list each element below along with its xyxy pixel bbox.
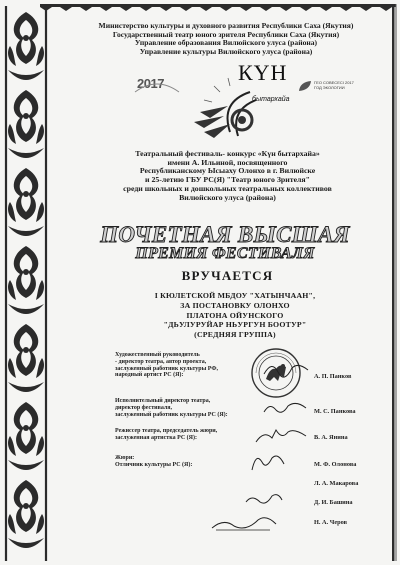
role-line: народный артист РС (Я): [115, 372, 184, 379]
ornament-right-border [390, 4, 398, 561]
recipient-line: (СРЕДНЯЯ ГРУППА) [194, 330, 276, 340]
recipient-block [110, 291, 360, 340]
signatory-role-2 [115, 398, 228, 418]
festival-line: Вилюйского улуса (района) [179, 192, 276, 202]
issuer-line: Управление культуры Вилюйского улуса (района) [139, 46, 313, 56]
role-line: Отличник культуры РС (Я): [115, 461, 193, 468]
signature-scribble-6 [210, 510, 280, 534]
year-2017-logo: 2017 [137, 76, 164, 91]
role-line: - директор театра, автор проекта, [115, 358, 207, 365]
leaf-icon [298, 80, 312, 92]
festival-sub-logo-text: бытархайа [252, 96, 290, 103]
role-line: Исполнительный директор театра, [115, 398, 211, 404]
jury-name-4: Н. А. Черов [314, 519, 348, 526]
role-line: заслуженный работник культуры РС (Я): [115, 411, 228, 418]
ornament-left-border [2, 6, 52, 561]
signature-scribble-5 [244, 490, 284, 508]
festival-name-logo-text: КҮН [238, 60, 288, 85]
festival-line: Театральный фестиваль- конкурс «Күн бытархайа» [135, 149, 320, 158]
awarded-to-heading: ВРУЧАЕТСЯ [181, 268, 274, 283]
festival-description [90, 150, 365, 202]
issuers-header [96, 22, 356, 56]
ecology-logo-subtext: ГОД ЭКОЛОГИИ [314, 85, 345, 90]
signature-scribble-3 [254, 424, 310, 446]
recipient-line: ПЛАТОНА ОЙУНСКОГО [186, 310, 284, 320]
recipient-line: ЗА ПОСТАНОВКУ ОЛОНХО [180, 300, 290, 310]
jury-name-2: Л. А. Макарова [314, 480, 359, 487]
festival-line: Республиканскому Ысыаху Олонхо в г. Вилюйске [139, 166, 316, 176]
recipient-line: I КЮЛЕТСКОЙ МБДОУ "ХАТЫНЧААН", [154, 291, 316, 300]
issuer-line: Министерство культуры и духовного развития Республики Саха (Якутия) [98, 21, 354, 30]
ecology-year-logo [298, 80, 354, 100]
signatory-name-3: В. А. Янина [314, 434, 348, 441]
issuer-line: Государственный театр юного зрителя Республики Саха (Якутия) [112, 29, 340, 39]
signatory-role-3 [115, 428, 217, 442]
issuer-line: Управление образования Вилюйского улуса (района) [134, 38, 318, 48]
role-line: Режиссер театра, председатель жюри, [115, 428, 218, 434]
festival-line: и 25-летию ГБУ РС(Я) "Театр юного Зрителя" [145, 175, 310, 185]
year-logo-graphic [133, 72, 181, 94]
ecology-logo-text: ГЕО СОВЕСЕСІ 2017 [314, 80, 354, 85]
award-title-line-1: ПОЧЕТНАЯ ВЫСШАЯ [100, 222, 350, 247]
signatory-role-1 [115, 352, 218, 379]
role-line: Художественный руководитель [115, 352, 200, 358]
signature-scribble-4 [248, 450, 288, 472]
role-line: заслуженный работник культуры РФ, [115, 365, 218, 372]
signatory-name-1: А. П. Панков [314, 373, 352, 380]
jury-role [115, 455, 192, 469]
recipient-line: "ДЬУЛУРУЙАР НЬУРГУН БООТУР" [163, 320, 307, 330]
award-title-line-2: ПРЕМИЯ ФЕСТИВАЛЯ [135, 245, 315, 262]
role-line: заслуженная артистка РС (Я): [115, 434, 197, 441]
role-line: Жюри: [115, 455, 135, 461]
signature-scribble-1 [262, 358, 312, 380]
jury-name-1: М. Ф. Олонова [314, 461, 357, 468]
role-line: директор фестиваля, [115, 404, 173, 411]
ornament-top-border [40, 2, 396, 12]
festival-line: среди школьных и дошкольных театральных коллективов [123, 183, 332, 193]
signatory-name-2: М. С. Панкова [314, 408, 356, 415]
signature-scribble-2 [262, 398, 310, 418]
festival-line: имени А. Ильиной, посвященного [167, 157, 288, 167]
jury-name-3: Д. И. Башина [314, 499, 353, 506]
